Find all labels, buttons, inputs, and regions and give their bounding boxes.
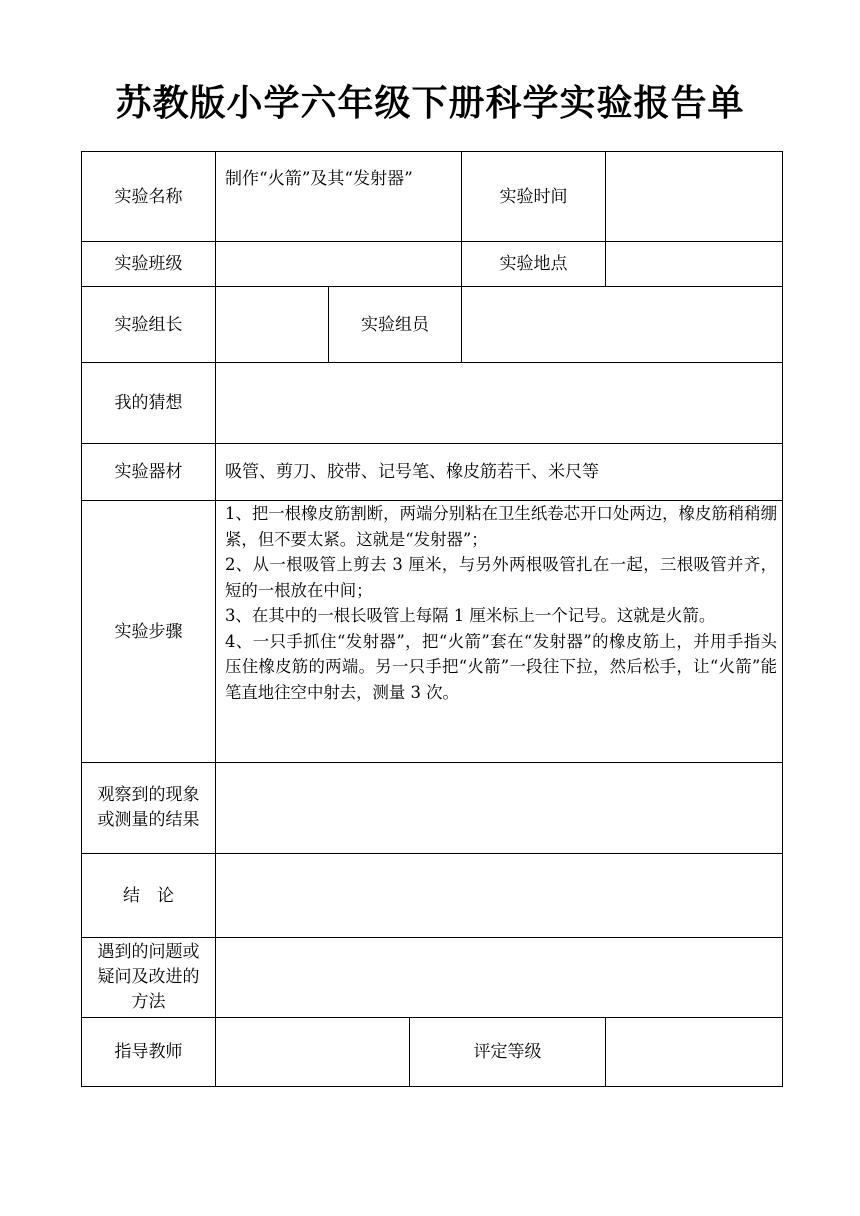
label-experiment-location: 实验地点 [462,242,606,287]
value-experiment-location[interactable] [606,242,783,287]
value-experiment-class[interactable] [216,242,462,287]
report-title: 苏教版小学六年级下册科学实验报告单 [115,83,745,124]
value-conclusion[interactable] [216,854,783,938]
label-grade: 评定等级 [410,1018,606,1086]
label-observation: 观察到的现象或测量的结果 [82,763,216,854]
step-item-4: 4、一只手抓住“发射器”，把“火箭”套在“发射器”的橡皮筋上，并用手指头压住橡皮筋的两端。另一只手把“火箭”一段往下拉，然后松手，让“火箭”能笔直地往空中射去，测量 3 次。 [225,631,777,702]
step-item-2: 2、从一根吸管上剪去 3 厘米，与另外两根吸管扎在一起，三根吸管并齐，短的一根放在中间； [225,555,777,600]
value-problems[interactable] [216,938,783,1018]
value-my-guess[interactable] [216,363,783,444]
value-materials[interactable]: 吸管、剪刀、胶带、记号笔、橡皮筋若干、米尺等 [216,444,783,501]
label-experiment-time: 实验时间 [462,152,606,242]
value-teacher[interactable] [216,1018,410,1086]
value-experiment-name[interactable]: 制作“火箭”及其“发射器” [216,152,462,242]
value-observation[interactable] [216,763,783,854]
label-my-guess: 我的猜想 [82,363,216,444]
value-experiment-time[interactable] [606,152,783,242]
value-group-leader[interactable] [216,287,329,363]
value-group-members[interactable] [462,287,783,363]
label-conclusion: 结 论 [82,854,216,938]
label-steps: 实验步骤 [82,501,216,763]
step-item-3: 3、在其中的一根长吸管上每隔 1 厘米标上一个记号。这就是火箭。 [225,606,716,625]
value-grade[interactable] [606,1018,783,1086]
label-experiment-name: 实验名称 [82,152,216,242]
value-steps [216,501,783,763]
label-materials: 实验器材 [82,444,216,501]
experiment-report-table [81,151,783,1087]
label-teacher: 指导教师 [82,1018,216,1086]
label-experiment-class: 实验班级 [82,242,216,287]
step-item-1: 1、把一根橡皮筋割断，两端分别粘在卫生纸卷芯开口处两边，橡皮筋稍稍绷紧，但不要太紧。这就是“发射器”； [225,504,777,549]
label-group-leader: 实验组长 [82,287,216,363]
label-group-members: 实验组员 [329,287,462,363]
label-problems: 遇到的问题或疑问及改进的方法 [82,938,216,1018]
